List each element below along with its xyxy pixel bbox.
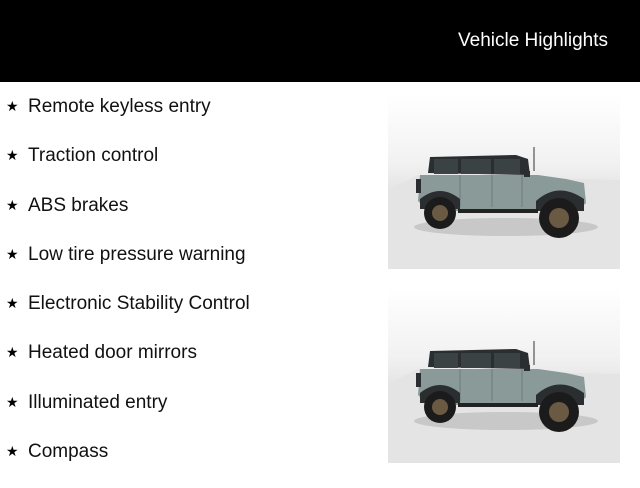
header-bar (0, 0, 640, 82)
star-icon: ★ (6, 394, 19, 411)
star-icon: ★ (6, 148, 19, 165)
list-item (6, 291, 250, 340)
vehicle-photo (388, 95, 620, 269)
feature-label: Electronic Stability Control (28, 293, 250, 315)
feature-label: Remote keyless entry (28, 96, 211, 117)
list-item (6, 340, 250, 389)
list-item (6, 390, 250, 439)
star-icon: ★ (6, 197, 19, 214)
feature-label: Compass (28, 441, 109, 463)
feature-list (6, 94, 250, 488)
vehicle-photo (388, 289, 620, 463)
feature-label: Low tire pressure warning (28, 243, 246, 265)
star-icon: ★ (6, 444, 19, 461)
list-item (6, 439, 250, 488)
star-icon: ★ (6, 246, 19, 263)
list-item (6, 242, 250, 291)
vehicle-image (388, 95, 620, 269)
feature-label: Traction control (28, 145, 159, 167)
list-item (6, 94, 250, 143)
vehicle-image (388, 289, 620, 463)
feature-label: ABS brakes (28, 194, 129, 216)
feature-label: Heated door mirrors (28, 342, 197, 364)
star-icon: ★ (6, 99, 19, 115)
page-title: Vehicle Highlights (458, 30, 608, 51)
list-item (6, 193, 250, 242)
feature-label: Illuminated entry (28, 391, 168, 413)
star-icon: ★ (6, 345, 19, 362)
star-icon: ★ (6, 296, 19, 313)
list-item (6, 143, 250, 192)
